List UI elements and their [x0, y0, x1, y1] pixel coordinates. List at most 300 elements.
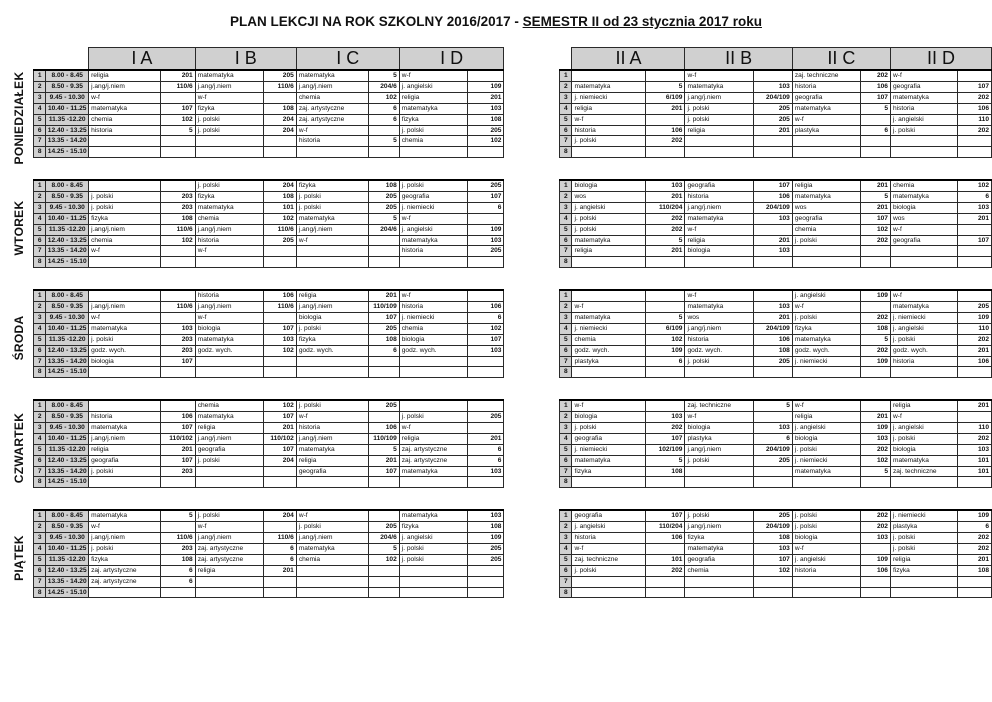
room-cell: 102 [468, 323, 504, 334]
room-cell: 5 [646, 312, 685, 323]
room-cell: 107 [264, 412, 297, 423]
lesson-time: 10.40 - 11.25 [46, 543, 89, 554]
subject-cell: j. polski [296, 522, 368, 533]
room-cell: 6/109 [646, 323, 685, 334]
column-gap [504, 543, 560, 554]
subject-cell: religia [890, 554, 957, 565]
room-cell: 106 [161, 412, 195, 423]
room-cell: 108 [468, 114, 504, 125]
column-gap [504, 257, 560, 268]
room-cell: 103 [646, 180, 685, 191]
lesson-number: 1 [560, 510, 572, 521]
schedule-row [34, 70, 992, 81]
room-cell: 110/6 [161, 224, 195, 235]
subject-cell: j.ang/j.niem [89, 533, 161, 544]
subject-cell: j. angielski [572, 202, 646, 213]
subject-cell: historia [89, 412, 161, 423]
room-cell: 102 [264, 400, 297, 411]
day-label-poniedziałek: PONIEDZIAŁEK [12, 71, 26, 165]
subject-cell: religia [685, 235, 753, 246]
room-cell: 6 [368, 345, 399, 356]
subject-cell: w-f [572, 114, 646, 125]
room-cell [958, 477, 992, 488]
column-gap [504, 114, 560, 125]
class-header-ii-c: II C [792, 48, 890, 71]
subject-cell [890, 246, 957, 257]
room-cell [958, 587, 992, 598]
subject-cell: j. niemiecki [399, 312, 467, 323]
room-cell [468, 290, 504, 301]
column-gap [504, 213, 560, 224]
lesson-time: 9.45 - 10.30 [46, 422, 89, 433]
room-cell: 107 [161, 422, 195, 433]
room-cell: 106 [861, 565, 891, 576]
subject-cell: matematyka [890, 302, 957, 313]
subject-cell: matematyka [890, 92, 957, 103]
room-cell: 107 [161, 455, 195, 466]
subject-cell: geografia [685, 554, 753, 565]
lesson-time: 14.25 - 15.10 [46, 367, 89, 378]
lesson-time: 12.40 - 13.25 [46, 345, 89, 356]
subject-cell [792, 257, 860, 268]
column-gap [504, 522, 560, 533]
room-cell [161, 180, 195, 191]
subject-cell: j.ang/j.niem [89, 81, 161, 92]
schedule-row [34, 412, 992, 423]
subject-cell: j. niemiecki [572, 444, 646, 455]
room-cell [646, 147, 685, 158]
room-cell: 204/109 [753, 323, 792, 334]
room-cell [646, 400, 685, 411]
room-cell [753, 147, 792, 158]
subject-cell: fizyka [399, 522, 467, 533]
room-cell: 107 [368, 466, 399, 477]
subject-cell: matematyka [296, 213, 368, 224]
subject-cell: j. niemiecki [572, 92, 646, 103]
room-cell: 5 [646, 235, 685, 246]
room-cell: 205 [468, 554, 504, 565]
subject-cell: religia [296, 455, 368, 466]
room-cell: 5 [368, 136, 399, 147]
room-cell: 103 [264, 334, 297, 345]
subject-cell: w-f [89, 312, 161, 323]
lesson-number: 5 [560, 444, 572, 455]
room-cell [161, 290, 195, 301]
subject-cell: j.ang/j.niem [296, 433, 368, 444]
room-cell: 203 [161, 543, 195, 554]
lesson-number: 1 [34, 70, 46, 81]
room-cell [468, 422, 504, 433]
room-cell: 202 [646, 136, 685, 147]
subject-cell: historia [195, 290, 263, 301]
subject-cell: matematyka [399, 235, 467, 246]
subject-cell: historia [399, 302, 467, 313]
subject-cell [399, 576, 467, 587]
schedule-row [34, 433, 992, 444]
lesson-number: 2 [34, 81, 46, 92]
room-cell: 103 [161, 323, 195, 334]
subject-cell: fizyka [89, 554, 161, 565]
room-cell: 102 [264, 213, 297, 224]
room-cell: 205 [468, 125, 504, 136]
day-label-piątek: PIĄTEK [12, 534, 26, 581]
room-cell: 204/6 [368, 533, 399, 544]
schedule-row [34, 576, 992, 587]
room-cell: 203 [161, 466, 195, 477]
room-cell: 103 [753, 246, 792, 257]
subject-cell: j. polski [296, 400, 368, 411]
lesson-number: 6 [34, 125, 46, 136]
subject-cell: chemia [399, 323, 467, 334]
subject-cell: historia [296, 422, 368, 433]
column-gap [504, 180, 560, 191]
room-cell: 204 [264, 125, 297, 136]
room-cell [958, 224, 992, 235]
room-cell [468, 477, 504, 488]
subject-cell: w-f [399, 213, 467, 224]
room-cell: 204 [264, 455, 297, 466]
room-cell: 205 [368, 202, 399, 213]
lesson-number: 1 [34, 290, 46, 301]
subject-cell: zaj. techniczne [792, 70, 860, 81]
column-gap [504, 412, 560, 423]
subject-cell: religia [195, 422, 263, 433]
schedule-row [34, 125, 992, 136]
schedule-row [34, 302, 992, 313]
subject-cell [399, 477, 467, 488]
class-header-ii-a: II A [572, 48, 685, 71]
room-cell: 108 [861, 323, 891, 334]
subject-cell: j.ang/j.niem [685, 202, 753, 213]
lesson-number: 2 [560, 191, 572, 202]
lesson-number: 6 [34, 455, 46, 466]
subject-cell: zaj. techniczne [890, 466, 957, 477]
lesson-number: 5 [34, 334, 46, 345]
subject-cell: j. polski [195, 114, 263, 125]
subject-cell [890, 147, 957, 158]
room-cell [161, 587, 195, 598]
subject-cell: j. polski [572, 136, 646, 147]
lesson-number: 7 [34, 576, 46, 587]
subject-cell: w-f [572, 400, 646, 411]
room-cell: 110/6 [264, 224, 297, 235]
subject-cell: j. angielski [399, 224, 467, 235]
subject-cell: j. polski [792, 522, 860, 533]
class-header-i-d: I D [399, 48, 504, 71]
column-gap [504, 103, 560, 114]
room-cell [861, 543, 891, 554]
room-cell: 202 [646, 213, 685, 224]
room-cell: 205 [753, 103, 792, 114]
subject-cell: zaj. artystyczne [399, 455, 467, 466]
lesson-time: 13.35 - 14.20 [46, 356, 89, 367]
schedule-row [34, 345, 992, 356]
subject-cell [685, 576, 753, 587]
room-cell: 205 [468, 412, 504, 423]
subject-cell [89, 136, 161, 147]
subject-cell: matematyka [399, 103, 467, 114]
subject-cell: matematyka [685, 81, 753, 92]
subject-cell [399, 400, 467, 411]
room-cell [753, 576, 792, 587]
room-cell: 203 [161, 191, 195, 202]
lesson-number: 5 [34, 554, 46, 565]
room-cell: 203 [161, 345, 195, 356]
subject-cell: historia [399, 246, 467, 257]
room-cell: 202 [958, 334, 992, 345]
room-cell: 108 [368, 334, 399, 345]
room-cell: 202 [958, 125, 992, 136]
room-cell: 103 [958, 202, 992, 213]
subject-cell: chemia [89, 235, 161, 246]
lesson-number: 2 [560, 302, 572, 313]
subject-cell: j. polski [195, 180, 263, 191]
lesson-number: 7 [560, 356, 572, 367]
subject-cell: j.ang/j.niem [89, 224, 161, 235]
room-cell [264, 466, 297, 477]
subject-cell: historia [890, 103, 957, 114]
lesson-number: 2 [560, 81, 572, 92]
subject-cell: j. polski [399, 180, 467, 191]
subject-cell: j. polski [685, 455, 753, 466]
subject-cell: j. polski [195, 125, 263, 136]
subject-cell [792, 147, 860, 158]
room-cell [958, 257, 992, 268]
lesson-number: 4 [34, 323, 46, 334]
subject-cell: matematyka [296, 543, 368, 554]
room-cell [368, 235, 399, 246]
room-cell: 106 [264, 290, 297, 301]
room-cell: 6 [368, 114, 399, 125]
lesson-number: 8 [560, 477, 572, 488]
lesson-time: 10.40 - 11.25 [46, 433, 89, 444]
room-cell: 108 [753, 533, 792, 544]
lesson-number: 4 [34, 433, 46, 444]
room-cell: 202 [958, 92, 992, 103]
room-cell: 6 [161, 565, 195, 576]
subject-cell: historia [792, 565, 860, 576]
room-cell [753, 367, 792, 378]
subject-cell: chemia [685, 565, 753, 576]
subject-cell [296, 587, 368, 598]
header-spacer [560, 48, 572, 71]
column-gap [504, 92, 560, 103]
subject-cell [195, 587, 263, 598]
room-cell: 202 [861, 312, 891, 323]
room-cell [264, 522, 297, 533]
room-cell: 6 [958, 191, 992, 202]
room-cell: 201 [161, 70, 195, 81]
room-cell: 5 [368, 543, 399, 554]
lesson-time: 11.35 -12.20 [46, 334, 89, 345]
room-cell: 109 [861, 290, 891, 301]
room-cell [958, 136, 992, 147]
room-cell: 202 [861, 510, 891, 521]
room-cell [368, 565, 399, 576]
subject-cell: religia [399, 92, 467, 103]
schedule-row [34, 522, 992, 533]
room-cell: 201 [468, 92, 504, 103]
subject-cell: fizyka [572, 466, 646, 477]
room-cell: 5 [646, 81, 685, 92]
room-cell: 5 [861, 191, 891, 202]
room-cell: 6 [646, 356, 685, 367]
room-cell [368, 257, 399, 268]
subject-cell: j.ang/j.niem [195, 302, 263, 313]
subject-cell: j.ang/j.niem [195, 81, 263, 92]
room-cell: 103 [753, 302, 792, 313]
room-cell: 110/6 [264, 533, 297, 544]
room-cell [468, 587, 504, 598]
room-cell [646, 302, 685, 313]
subject-cell: j. polski [399, 125, 467, 136]
schedule-row [34, 543, 992, 554]
room-cell: 102 [861, 224, 891, 235]
separator-cell [34, 488, 992, 510]
room-cell [861, 367, 891, 378]
schedule-row [34, 81, 992, 92]
lesson-number: 6 [34, 345, 46, 356]
subject-cell: w-f [685, 412, 753, 423]
room-cell [861, 576, 891, 587]
subject-cell [195, 367, 263, 378]
subject-cell: historia [572, 533, 646, 544]
room-cell: 201 [958, 554, 992, 565]
room-cell [958, 70, 992, 81]
subject-cell: j. niemiecki [792, 356, 860, 367]
subject-cell: w-f [296, 510, 368, 521]
room-cell: 106 [753, 191, 792, 202]
room-cell [161, 522, 195, 533]
subject-cell: j. angielski [792, 290, 860, 301]
schedule-row [34, 257, 992, 268]
lesson-number: 7 [34, 466, 46, 477]
lesson-time: 10.40 - 11.25 [46, 103, 89, 114]
subject-cell: wos [792, 202, 860, 213]
room-cell: 201 [958, 345, 992, 356]
subject-cell: geografia [195, 444, 263, 455]
subject-cell: religia [89, 70, 161, 81]
subject-cell: matematyka [792, 103, 860, 114]
room-cell [646, 114, 685, 125]
room-cell [161, 477, 195, 488]
lesson-number: 7 [34, 136, 46, 147]
lesson-number: 6 [560, 345, 572, 356]
room-cell [861, 400, 891, 411]
subject-cell: w-f [572, 302, 646, 313]
lesson-number: 6 [34, 565, 46, 576]
lesson-number: 2 [34, 522, 46, 533]
lesson-number: 8 [34, 477, 46, 488]
subject-cell: zaj. artystyczne [195, 543, 263, 554]
room-cell [753, 136, 792, 147]
room-cell: 201 [753, 125, 792, 136]
room-cell: 6 [468, 455, 504, 466]
subject-cell [89, 290, 161, 301]
subject-cell [685, 477, 753, 488]
subject-cell: j. polski [792, 235, 860, 246]
room-cell [861, 136, 891, 147]
subject-cell: matematyka [685, 213, 753, 224]
room-cell: 204/6 [368, 81, 399, 92]
subject-cell [890, 367, 957, 378]
title-semester: SEMESTR II od 23 stycznia 2017 roku [522, 14, 762, 29]
room-cell: 102 [161, 235, 195, 246]
room-cell: 103 [861, 433, 891, 444]
subject-cell: j. niemiecki [792, 455, 860, 466]
subject-cell: wos [572, 191, 646, 202]
subject-cell: j. polski [685, 510, 753, 521]
subject-cell [572, 587, 646, 598]
room-cell: 5 [861, 103, 891, 114]
lesson-time: 11.35 -12.20 [46, 554, 89, 565]
room-cell: 108 [264, 103, 297, 114]
subject-cell: geografia [89, 455, 161, 466]
class-header-ii-b: II B [685, 48, 792, 71]
subject-cell [792, 246, 860, 257]
column-gap [504, 302, 560, 313]
lesson-number: 7 [34, 356, 46, 367]
room-cell: 5 [368, 213, 399, 224]
subject-cell: historia [572, 125, 646, 136]
room-cell: 110/6 [161, 533, 195, 544]
room-cell: 108 [161, 554, 195, 565]
room-cell: 102 [646, 334, 685, 345]
subject-cell: w-f [572, 543, 646, 554]
lesson-number: 1 [560, 400, 572, 411]
room-cell: 107 [468, 191, 504, 202]
room-cell: 5 [753, 400, 792, 411]
lesson-number: 3 [34, 422, 46, 433]
lesson-number: 8 [34, 587, 46, 598]
room-cell [861, 587, 891, 598]
room-cell [468, 213, 504, 224]
subject-cell: w-f [890, 70, 957, 81]
room-cell: 204/109 [753, 522, 792, 533]
room-cell: 203 [161, 334, 195, 345]
room-cell [468, 576, 504, 587]
schedule-row [34, 180, 992, 191]
schedule-row [34, 510, 992, 521]
room-cell: 102 [861, 455, 891, 466]
room-cell [368, 412, 399, 423]
room-cell: 106 [646, 533, 685, 544]
column-gap [504, 81, 560, 92]
lesson-number: 1 [34, 400, 46, 411]
schedule-row [34, 224, 992, 235]
lesson-time: 13.35 - 14.20 [46, 136, 89, 147]
room-cell [646, 290, 685, 301]
lesson-number: 3 [560, 92, 572, 103]
room-cell: 5 [161, 510, 195, 521]
lesson-number: 1 [560, 290, 572, 301]
room-cell: 110 [958, 422, 992, 433]
room-cell [753, 257, 792, 268]
subject-cell: j. angielski [792, 422, 860, 433]
room-cell: 204/109 [753, 444, 792, 455]
room-cell: 110/6 [264, 302, 297, 313]
room-cell: 202 [646, 565, 685, 576]
lesson-number: 7 [34, 246, 46, 257]
lesson-number: 2 [34, 302, 46, 313]
subject-cell: w-f [89, 92, 161, 103]
room-cell: 202 [646, 422, 685, 433]
subject-cell: j. angielski [572, 522, 646, 533]
room-cell: 103 [753, 213, 792, 224]
schedule-row [34, 367, 992, 378]
subject-cell: chemia [89, 114, 161, 125]
room-cell: 202 [958, 533, 992, 544]
